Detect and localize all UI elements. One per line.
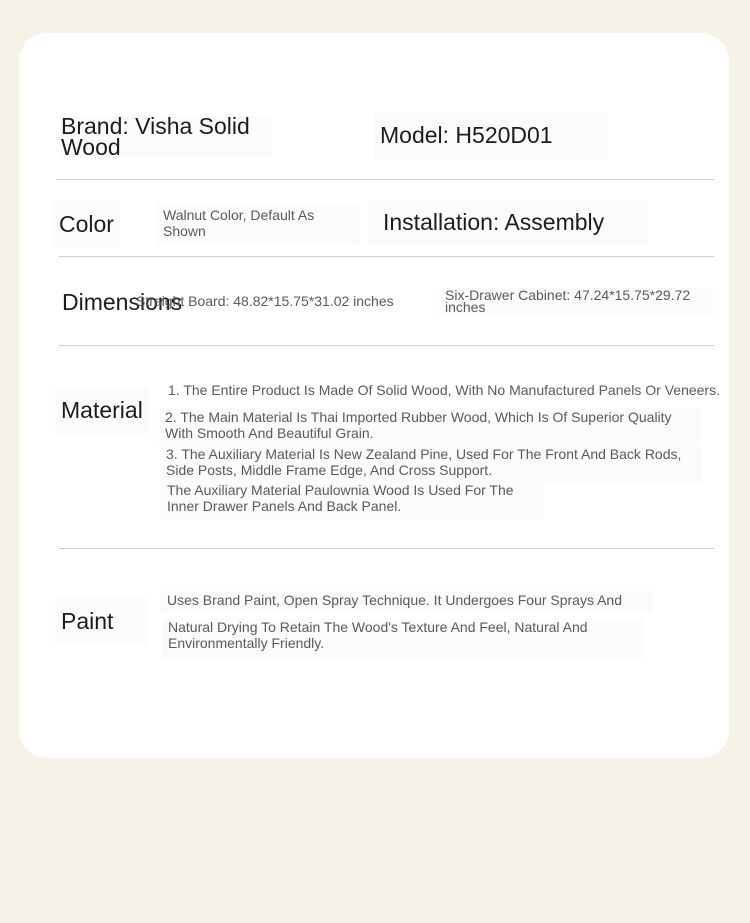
material-label: Material — [55, 387, 149, 434]
brand-text: Brand: Visha Solid Wood — [61, 116, 271, 158]
divider — [59, 256, 714, 257]
color-label: Color — [53, 201, 120, 248]
dimension-straight-board: Straight Board: 48.82*15.75*31.02 inches — [136, 293, 394, 309]
dimension-six-drawer-cabinet: Six-Drawer Cabinet: 47.24*15.75*29.72 inches — [439, 288, 713, 316]
paint-text-line-1: Uses Brand Paint, Open Spray Technique. It Undergoes Four Sprays And — [161, 591, 653, 613]
material-item: The Auxiliary Material Paulownia Wood Is Used For The Inner Drawer Panels And Back Panel. — [161, 482, 543, 520]
paint-text-line-2: Natural Drying To Retain The Wood's Texture And Feel, Natural And Environmentally Friendly. — [162, 619, 644, 659]
material-item: 1. The Entire Product Is Made Of Solid Wood, With No Manufactured Panels Or Veneers. — [168, 382, 720, 398]
installation-text: Installation: Assembly — [369, 201, 647, 246]
material-item: 3. The Auxiliary Material Is New Zealand Pine, Used For The Front And Back Rods, Side Posts, Middle Frame Edge, And Cross Support. — [160, 446, 702, 482]
model-text: Model: H520D01 — [374, 112, 608, 159]
divider — [56, 179, 714, 180]
dimensions-label: Dimensions — [62, 289, 183, 315]
color-value: Walnut Color, Default As Shown — [157, 204, 359, 245]
divider — [59, 548, 714, 549]
material-item: 2. The Main Material Is Thai Imported Rubber Wood, Which Is Of Superior Quality With Smooth And Beautiful Grain. — [159, 409, 701, 445]
divider — [59, 345, 714, 346]
paint-label: Paint — [55, 598, 147, 645]
